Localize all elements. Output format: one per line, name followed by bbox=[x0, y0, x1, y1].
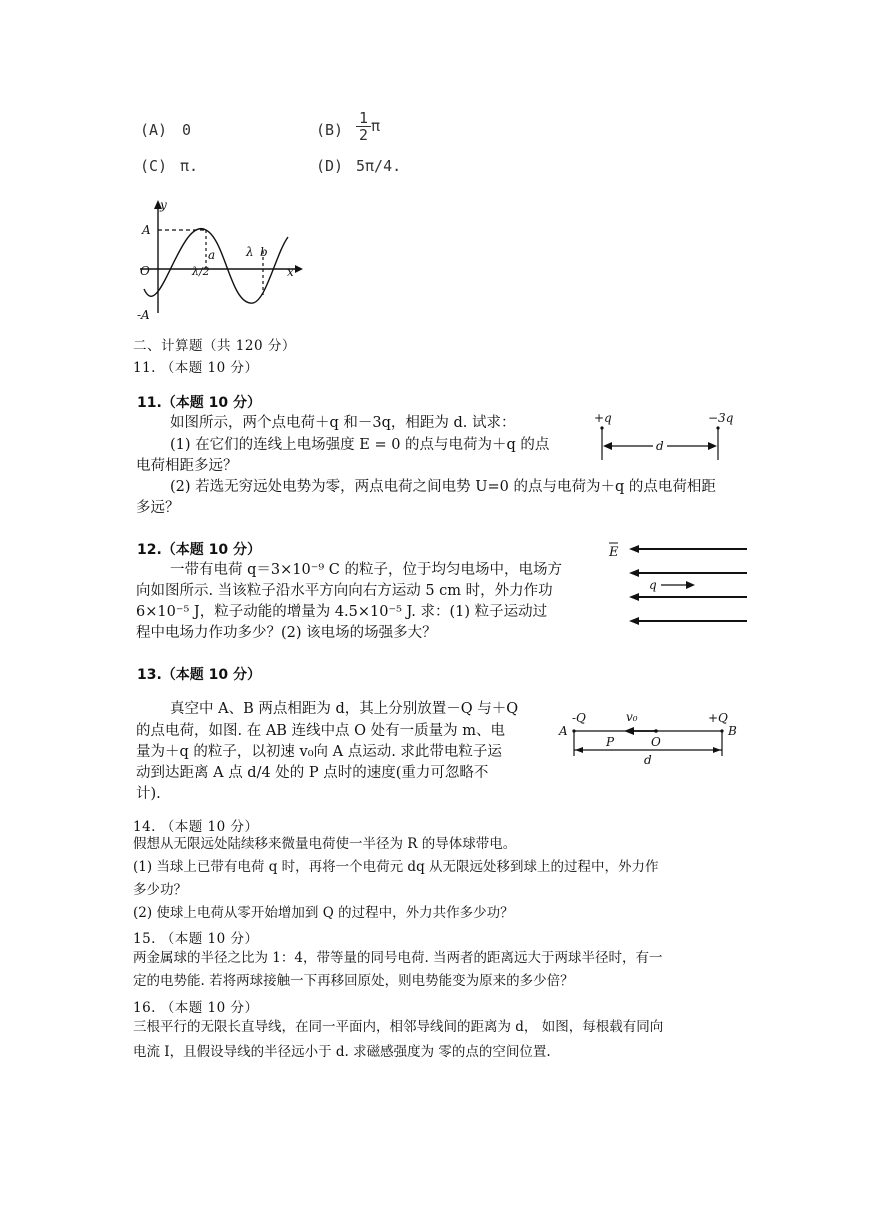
q14-line-2: (1) 当球上已带有电荷 q 时，再将一个电荷元 dq 从无限远处移到球上的过程中，外力作 bbox=[133, 859, 659, 875]
option-b-denominator: 2 bbox=[359, 126, 369, 144]
q12-figure bbox=[605, 538, 755, 630]
q13-line-3: 量为＋q 的粒子，以初速 v₀向 A 点运动. 求此带电粒子运 bbox=[136, 744, 502, 760]
q13-figure bbox=[558, 706, 748, 768]
option-d-value: 5π/4. bbox=[356, 157, 402, 175]
q15-header: 15. （本题 10 分） bbox=[133, 931, 259, 947]
option-b-value bbox=[356, 110, 380, 143]
q11-figure bbox=[590, 408, 740, 466]
q13-fig-v0: v₀ bbox=[626, 710, 638, 724]
q11-header: 11.（本题 10 分） bbox=[137, 395, 262, 411]
q11-line-5: 多远？ bbox=[136, 500, 180, 516]
q14-line-3: 多少功？ bbox=[133, 882, 187, 898]
q13-fig-p: P bbox=[606, 735, 615, 749]
wave-label-y: y bbox=[160, 198, 167, 212]
q13-fig-o: O bbox=[651, 735, 661, 749]
q11-fig-d: d bbox=[656, 439, 664, 453]
q16-line-2: 电流 I，且假设导线的半径远小于 d. 求磁感强度为 零的点的空间位置. bbox=[133, 1044, 551, 1060]
option-c-label: (C) bbox=[140, 157, 168, 175]
q14-header: 14. （本题 10 分） bbox=[133, 819, 259, 835]
q13-line-1: 真空中 A、B 两点相距为 d，其上分别放置－Q 与＋Q bbox=[170, 701, 519, 717]
option-b-numerator: 1 bbox=[356, 110, 371, 127]
option-a-value: 0 bbox=[182, 121, 192, 139]
wave-x-arrow bbox=[295, 265, 303, 273]
q13-line-4: 动到达距离 A 点 d/4 处的 P 点时的速度(重力可忽略不 bbox=[136, 765, 489, 781]
q12-fig-e: E bbox=[609, 545, 619, 560]
wave-label-origin: O bbox=[140, 264, 150, 278]
wave-label-half-lambda: λ/2 bbox=[192, 265, 210, 278]
q12-fig-field-arrow-2 bbox=[629, 569, 639, 577]
q14-line-4: (2) 使球上电荷从零开始增加到 Q 的过程中，外力共作多少功？ bbox=[133, 905, 514, 921]
wave-label-a: a bbox=[208, 248, 216, 262]
q13-header: 13.（本题 10 分） bbox=[137, 667, 262, 683]
option-c-value: π. bbox=[180, 157, 199, 175]
q13-fig-b: B bbox=[728, 724, 737, 738]
q13-fig-velocity-arrow bbox=[624, 727, 634, 735]
q11-line-3: 电荷相距多远？ bbox=[136, 458, 238, 474]
q15-line-2: 定的电势能. 若将两球接触一下再移回原处，则电势能变为原来的多少倍？ bbox=[133, 973, 574, 989]
q12-fig-field-arrow-1 bbox=[629, 545, 639, 553]
q11-fig-plus-q: +q bbox=[594, 411, 612, 425]
q11-line-4: (2) 若选无穷远处电势为零，两点电荷之间电势 U=0 的点与电荷为＋q 的点电荷相距 bbox=[170, 479, 716, 495]
option-b-pi: π bbox=[371, 117, 381, 135]
section-heading: 二、计算题（共 120 分） bbox=[133, 338, 296, 354]
q16-line-1: 三根平行的无限长直导线，在同一平面内，相邻导线间的距离为 d， 如图，每根载有同向 bbox=[133, 1019, 664, 1035]
q13-fig-plus-q: +Q bbox=[708, 711, 728, 725]
wave-figure bbox=[130, 195, 310, 325]
q12-line-1: 一带有电荷 q＝3×10⁻⁹ C 的粒子，位于均匀电场中，电场方 bbox=[170, 562, 562, 578]
q13-fig-distance-arrow-right bbox=[713, 747, 721, 753]
q13-fig-point-o bbox=[654, 729, 658, 733]
q12-fig-field-arrow-4 bbox=[629, 617, 639, 625]
q13-fig-a: A bbox=[559, 724, 568, 738]
q11-line-2: (1) 在它们的连线上电场强度 E = 0 的点与电荷为＋q 的点 bbox=[170, 437, 550, 453]
q11-fig-minus-3q: −3q bbox=[708, 411, 734, 425]
q13-line-5: 计). bbox=[136, 786, 161, 802]
option-d-label: (D) bbox=[316, 157, 344, 175]
q13-fig-d: d bbox=[644, 753, 652, 767]
q14-line-1: 假想从无限远处陆续移来微量电荷使一半径为 R 的导体球带电。 bbox=[133, 836, 517, 852]
q12-line-3: 6×10⁻⁵ J，粒子动能的增量为 4.5×10⁻⁵ J. 求：(1) 粒子运动过 bbox=[136, 604, 548, 620]
option-a-label: (A) bbox=[140, 121, 168, 139]
q13-fig-distance-arrow-left bbox=[575, 747, 583, 753]
option-b-label: (B) bbox=[316, 121, 344, 139]
q15-line-1: 两金属球的半径之比为 1：4，带等量的同号电荷. 当两者的距离远大于两球半径时，有一 bbox=[133, 950, 663, 966]
q13-fig-minus-q: -Q bbox=[572, 711, 586, 725]
q11-line-1: 如图所示，两个点电荷＋q 和－3q，相距为 d. 试求： bbox=[170, 415, 516, 431]
q11-fig-arrow-left bbox=[603, 442, 612, 450]
wave-curve bbox=[144, 229, 288, 304]
q12-header: 12.（本题 10 分） bbox=[137, 542, 262, 558]
q12-line-2: 向如图所示. 当该粒子沿水平方向向右方运动 5 cm 时，外力作功 bbox=[136, 583, 553, 599]
q13-line-2: 的点电荷，如图. 在 AB 连线中点 O 处有一质量为 m、电 bbox=[136, 723, 506, 739]
wave-label-x: x bbox=[287, 265, 294, 279]
wave-label-amplitude: A bbox=[142, 223, 151, 237]
q12-line-4: 程中电场力作功多少？(2) 该电场的场强多大？ bbox=[136, 625, 437, 641]
q11-plain-header: 11. （本题 10 分） bbox=[133, 360, 259, 376]
q12-fig-q: q bbox=[649, 578, 657, 592]
q12-fig-field-arrow-3 bbox=[629, 593, 639, 601]
wave-label-lambda: λ bbox=[246, 245, 254, 259]
q11-fig-arrow-right bbox=[708, 442, 717, 450]
wave-label-b: b bbox=[260, 245, 268, 259]
q16-header: 16. （本题 10 分） bbox=[133, 1000, 259, 1016]
wave-label-neg-amplitude: -A bbox=[137, 308, 150, 322]
